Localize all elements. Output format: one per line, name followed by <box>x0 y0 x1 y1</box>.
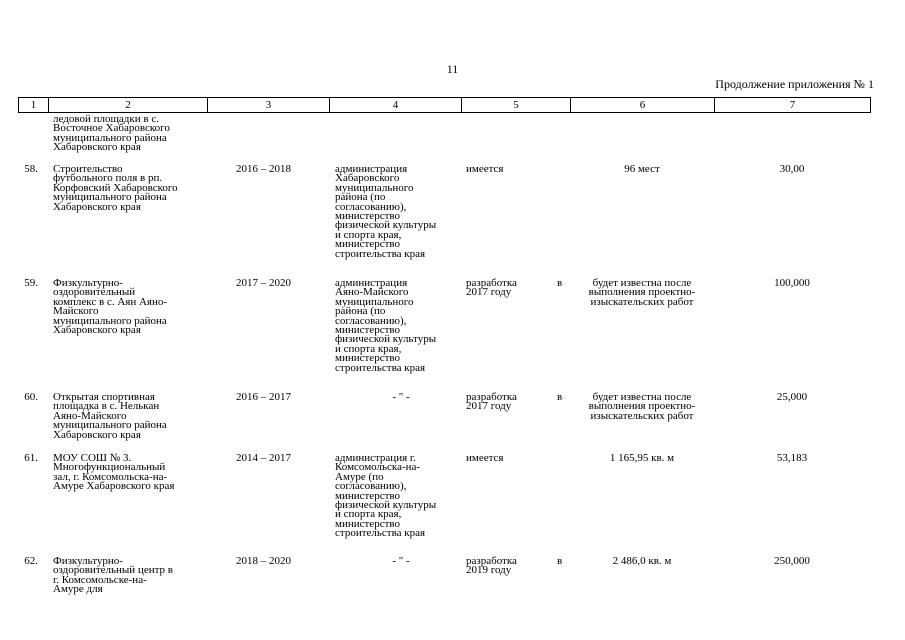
period: 2016 – 2018 <box>236 163 291 175</box>
docs-status: имеется <box>466 452 504 464</box>
docs-status: разработка 2017 году <box>466 391 517 413</box>
cost: 30,00 <box>779 163 805 175</box>
column-header: 3 <box>208 98 330 113</box>
docs-status: имеется <box>466 163 504 175</box>
cost: 100,000 <box>774 277 810 289</box>
period: 2016 – 2017 <box>236 391 291 403</box>
docs-status: разработка 2017 году <box>466 277 517 299</box>
column-header: 2 <box>49 98 208 113</box>
object-name: Физкультурно- оздоровительный центр в г. Комсомольске-на- Амуре для <box>53 555 173 596</box>
capacity: 96 мест <box>624 163 660 175</box>
row-number: 60. <box>24 391 38 403</box>
column-header-row <box>18 97 871 113</box>
object-name: МОУ СОШ № 3. Многофункциональный зал, г. Комсомольска-на- Амуре Хабаровского края <box>53 452 175 493</box>
cost: 53,183 <box>776 452 808 464</box>
object-name: Физкультурно- оздоровительный комплекс в с. Аян Аяно- Майского муниципального района Хабаровского края <box>53 277 168 337</box>
period: 2018 – 2020 <box>236 555 291 567</box>
cost: 250,000 <box>774 555 810 567</box>
capacity: будет известна после выполнения проектно- изыскательских работ <box>588 391 696 422</box>
column-header: 5 <box>462 98 571 113</box>
capacity: 2 486,0 кв. м <box>612 555 672 567</box>
column-header: 4 <box>330 98 462 113</box>
executor: администрация Хабаровского муниципального района (по согласованию), министерство физической культуры и спорта края, министерство строительства края <box>335 163 437 260</box>
object-name: Открытая спортивная площадка в с. Нелькан Аяно-Майского муниципального района Хабаровского края <box>53 391 167 441</box>
executor: - " - <box>392 391 410 403</box>
column-header: 6 <box>571 98 715 113</box>
row-number: 59. <box>24 277 38 289</box>
capacity: будет известна после выполнения проектно- изыскательских работ <box>588 277 696 308</box>
row-number: 61. <box>24 452 38 464</box>
page-number: 11 <box>446 62 459 76</box>
appendix-note: Продолжение приложения № 1 <box>715 77 874 91</box>
row-number: 62. <box>24 555 38 567</box>
cost: 25,000 <box>776 391 808 403</box>
docs-in: в <box>557 391 563 403</box>
capacity: 1 165,95 кв. м <box>609 452 675 464</box>
period: 2017 – 2020 <box>236 277 291 289</box>
executor: администрация Аяно-Майского муниципального района (по согласованию), министерство физической культуры и спорта края, министерство строительства края <box>335 277 437 374</box>
row-number: 58. <box>24 163 38 175</box>
docs-in: в <box>557 277 563 289</box>
docs-in: в <box>557 555 563 567</box>
executor: - " - <box>392 555 410 567</box>
executor: администрация г. Комсомольска-на- Амуре (по согласованию), министерство физической культуры и спорта края, министерство строительства края <box>335 452 437 540</box>
continued-text: ледовой площадки в с. Восточное Хабаровского муниципального района Хабаровского края <box>53 113 170 154</box>
docs-status: разработка 2019 году <box>466 555 517 577</box>
column-header: 1 <box>19 98 49 113</box>
period: 2014 – 2017 <box>236 452 291 464</box>
object-name: Строительство футбольного поля в рп. Корфовский Хабаровского муниципального района Хабаровского края <box>53 163 178 213</box>
column-header: 7 <box>715 98 871 113</box>
